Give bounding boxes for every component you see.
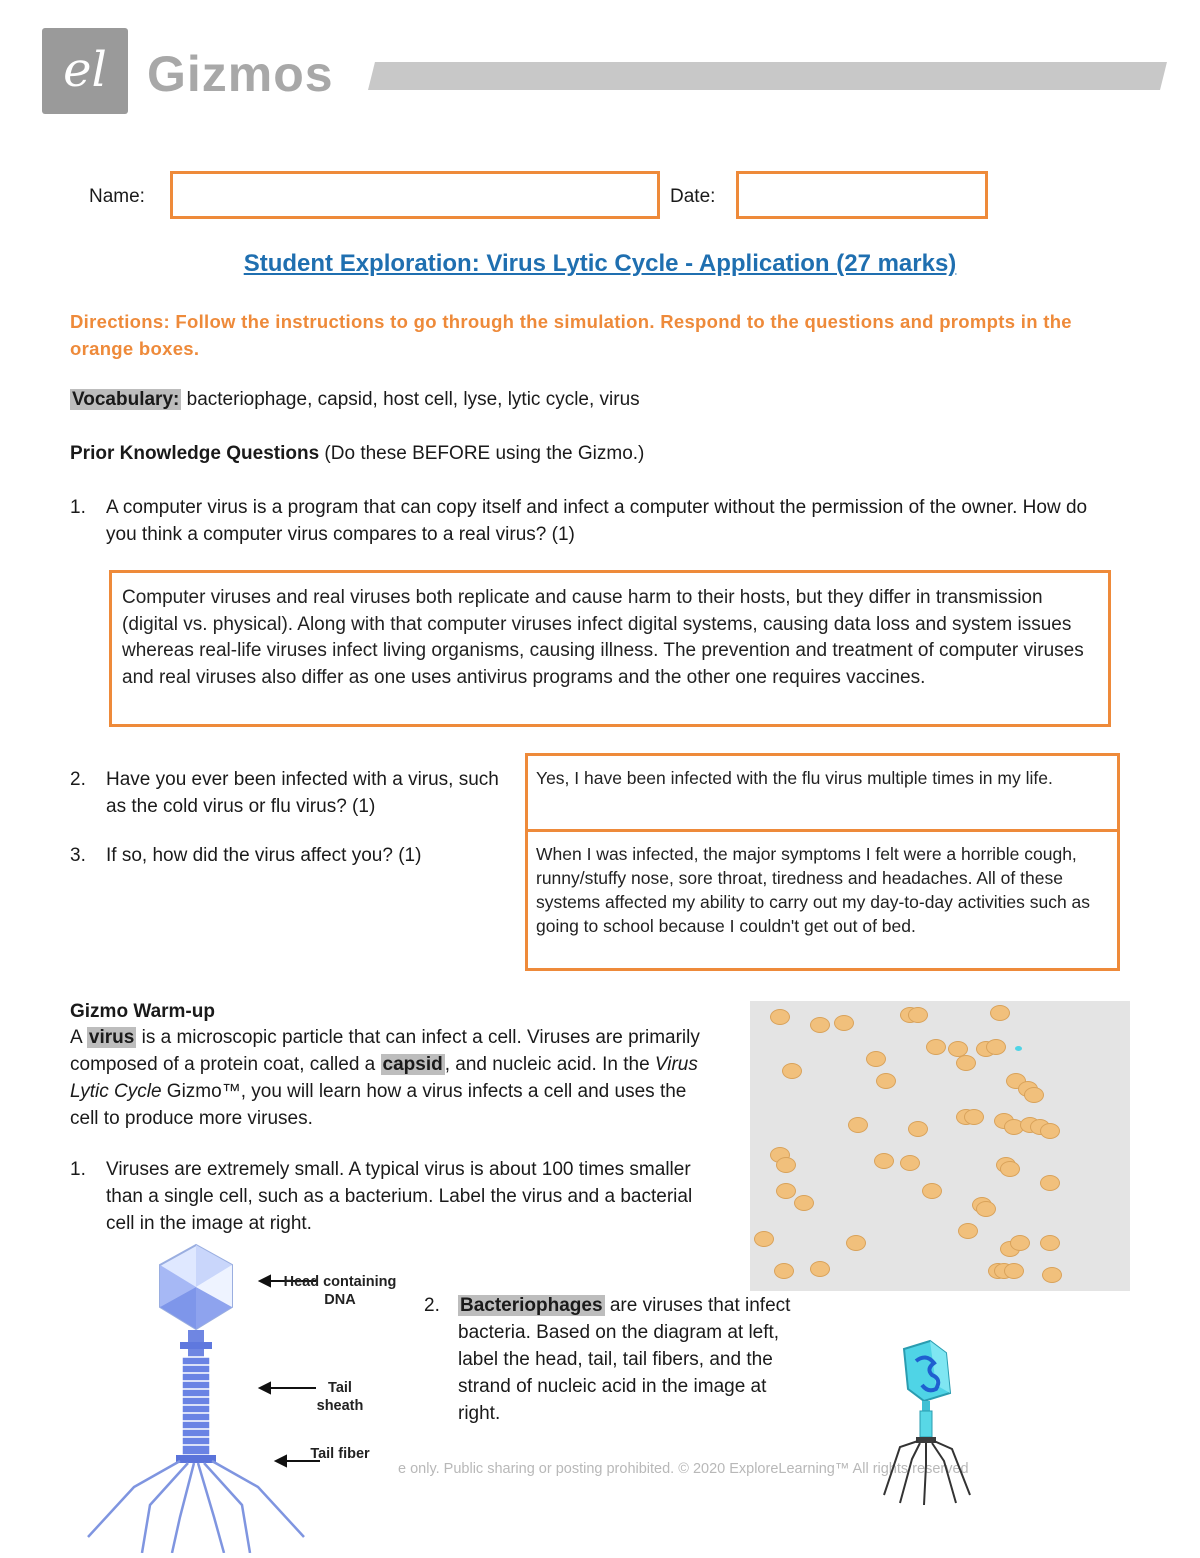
name-label: Name: (89, 186, 145, 207)
answer-1-text: Computer viruses and real viruses both replicate and cause harm to their hosts, but they differ in transmission (digital vs. physical). Along with that computer viruses infect digital systems, causing data loss and system issues whereas real-life viruses infect living organisms, causing illness. The prevention and treatment of computer viruses and real viruses also differ as one uses antivirus programs and the other one requires vaccines. (122, 587, 1084, 688)
bacterium-cell (1040, 1235, 1060, 1251)
capsid-term: capsid (382, 1054, 443, 1075)
prior-knowledge-heading (70, 440, 1110, 467)
answer-box-2[interactable] (525, 753, 1120, 832)
question-1-text: A computer virus is a program that can copy itself and infect a computer without the permission of the owner. How do you think a computer virus compares to a real virus? (1) (106, 497, 1088, 545)
bacterium-cell (1042, 1267, 1062, 1283)
warmup-text-3: , and nucleic acid. In the (444, 1054, 655, 1075)
bacterium-cell (1010, 1235, 1030, 1251)
virus-particle (1015, 1046, 1022, 1051)
bacterium-cell (810, 1017, 830, 1033)
warmup-question-2-number: 2. (424, 1295, 440, 1316)
bacteriophage-diagram (84, 1237, 406, 1553)
bacterium-cell (866, 1051, 886, 1067)
bacterium-cell (1040, 1123, 1060, 1139)
question-2-number: 2. (70, 769, 86, 790)
bacterium-cell (956, 1055, 976, 1071)
bacterium-cell (908, 1007, 928, 1023)
vocabulary-line (70, 386, 1110, 413)
question-3-text: If so, how did the virus affect you? (1) (106, 845, 422, 866)
vocabulary-label: Vocabulary: (72, 389, 180, 410)
bacterium-cell (964, 1109, 984, 1125)
answer-box-1[interactable] (109, 570, 1111, 727)
warmup-question-1-number: 1. (70, 1159, 86, 1180)
warmup-question-1 (70, 1156, 710, 1240)
bacterium-cell (874, 1153, 894, 1169)
bacterium-cell (958, 1223, 978, 1239)
bacterium-cell (782, 1063, 802, 1079)
page-title: Student Exploration: Virus Lytic Cycle - Application (27 marks) (243, 250, 957, 277)
directions: Directions: Follow the instructions to go through the simulation. Respond to the questions and prompts in the orange boxes. (70, 311, 1072, 359)
bacterium-cell (846, 1235, 866, 1251)
answer-3-text: When I was infected, the major symptoms I felt were a horrible cough, runny/stuffy nose, sore throat, tiredness and headaches. All of these systems affected my ability to carry out my day-to-day activities such as going to school because I couldn't get out of bed. (536, 844, 1091, 936)
warmup-paragraph (70, 1024, 710, 1132)
tail-sheath-label: Tail sheath (316, 1380, 364, 1414)
date-label: Date: (670, 186, 716, 207)
phage-3d-image (860, 1335, 1030, 1507)
bacterium-cell (926, 1039, 946, 1055)
bacterium-cell (900, 1155, 920, 1171)
answer-box-3[interactable] (525, 829, 1120, 971)
bacterium-cell (976, 1201, 996, 1217)
bacterium-cell (1040, 1175, 1060, 1191)
warmup-text-4: Gizmo™, you will learn how a virus infects a cell and uses the cell to produce more viruses. (70, 1081, 687, 1129)
warmup-question-1-text: Viruses are extremely small. A typical virus is about 100 times smaller than a single cell, such as a bacterium. Label the virus and a bacterial cell in the image at right. (106, 1159, 693, 1234)
bacterium-cell (834, 1015, 854, 1031)
bacteriophages-term: Bacteriophages (460, 1295, 603, 1316)
header-bar (368, 62, 1167, 90)
bacterium-cell (754, 1231, 774, 1247)
gizmo-name: Virus Lytic Cycle (70, 1054, 698, 1102)
question-2 (70, 766, 510, 826)
virus-term: virus (88, 1027, 135, 1048)
question-1 (70, 494, 1090, 554)
logo-glyph: el (63, 42, 107, 98)
warmup-heading: Gizmo Warm-up (70, 1001, 215, 1022)
bacterium-cell (794, 1195, 814, 1211)
question-1-number: 1. (70, 497, 86, 518)
vocabulary-terms: bacteriophage, capsid, host cell, lyse, lytic cycle, virus (181, 389, 640, 410)
bacterium-cell (876, 1073, 896, 1089)
bacterium-cell (776, 1157, 796, 1173)
warmup-text-2: is a microscopic particle that can infect a cell. Viruses are primarily composed of a protein coat, called a (70, 1027, 700, 1075)
bacterium-cell (770, 1009, 790, 1025)
question-3-number: 3. (70, 845, 86, 866)
prior-knowledge-title: Prior Knowledge Questions (70, 443, 320, 464)
bacterium-cell (774, 1263, 794, 1279)
prior-knowledge-note: (Do these BEFORE using the Gizmo.) (319, 443, 645, 464)
bacterium-cell (1004, 1263, 1024, 1279)
tail-fiber-label: Tail fiber (310, 1446, 370, 1462)
warmup-question-2-body: are viruses that infect bacteria. Based on the diagram at left, label the head, tail, tail fibers, and the strand of nucleic acid in the image at right. (458, 1295, 791, 1424)
simulation-image (750, 1001, 1130, 1291)
bacterium-cell (990, 1005, 1010, 1021)
warmup-question-2-text (458, 1292, 804, 1427)
bacterium-cell (776, 1183, 796, 1199)
date-field[interactable] (736, 171, 988, 219)
bacterium-cell (908, 1121, 928, 1137)
name-field[interactable] (170, 171, 660, 219)
bacterium-cell (848, 1117, 868, 1133)
warmup-text-1: A (70, 1027, 87, 1048)
bacterium-cell (986, 1039, 1006, 1055)
warmup-question-2 (424, 1292, 804, 1432)
bacterium-cell (1024, 1087, 1044, 1103)
bacterium-cell (810, 1261, 830, 1277)
brand-name: Gizmos (147, 46, 334, 102)
footer-copyright: e only. Public sharing or posting prohibited. © 2020 ExploreLearning™ All rights reserved (398, 1461, 969, 1477)
bacterium-cell (1000, 1161, 1020, 1177)
bacterium-cell (922, 1183, 942, 1199)
phage-3d-svg (860, 1335, 1030, 1507)
head-label: Head containing DNA (283, 1274, 397, 1308)
answer-2-text: Yes, I have been infected with the flu virus multiple times in my life. (536, 768, 1053, 788)
question-2-text: Have you ever been infected with a virus, such as the cold virus or flu virus? (1) (106, 769, 499, 817)
